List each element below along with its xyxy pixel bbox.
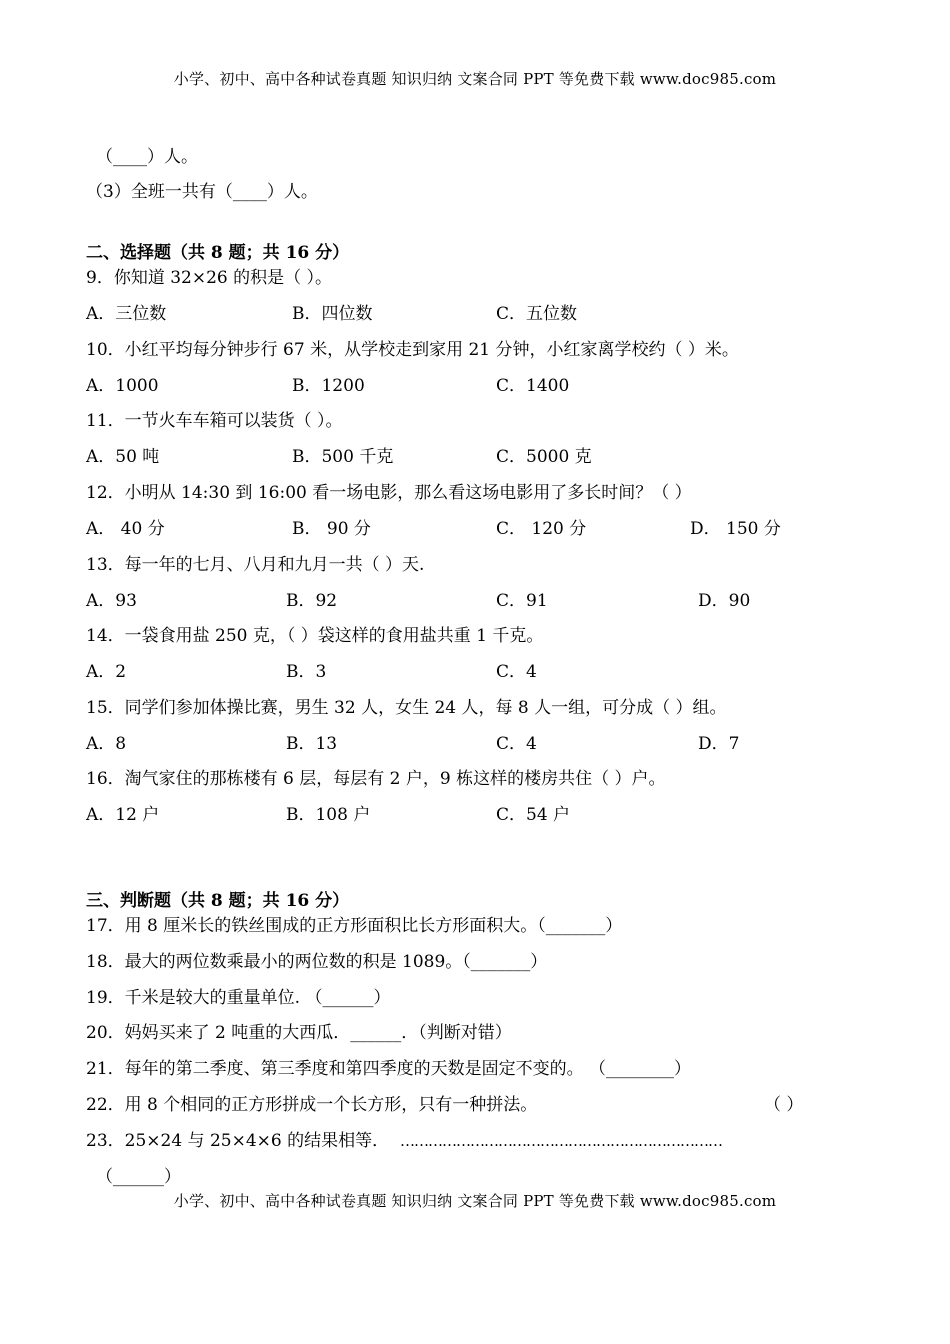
q14-option-a: A．2 <box>86 662 127 682</box>
page-footer: 小学、初中、高中各种试卷真题 知识归纳 文案合同 PPT 等免费下载 www.doc985.com <box>173 1192 777 1210</box>
q15-option-b: B．13 <box>286 734 338 754</box>
q9-option-b: B．四位数 <box>292 304 373 324</box>
q11-option-c: C．5000 克 <box>496 447 592 467</box>
question-16: 16．淘气家住的那栋楼有 6 层，每层有 2 户，9 栋这样的楼房共住（ ）户。 <box>86 769 666 789</box>
question-11: 11．一节火车车箱可以装货（ ）。 <box>86 411 343 431</box>
q12-option-c: C． 120 分 <box>496 519 587 539</box>
q13-option-a: A．93 <box>86 591 137 611</box>
q12-option-b: B． 90 分 <box>292 519 371 539</box>
q11-option-a: A．50 吨 <box>86 447 160 467</box>
q10-option-b: B．1200 <box>292 376 365 396</box>
question-18: 18．最大的两位数乘最小的两位数的积是 1089。（_______） <box>86 952 548 972</box>
q15-option-a: A．8 <box>86 734 127 754</box>
q16-option-b: B．108 户 <box>286 805 371 825</box>
question-23-dots: …………………………………………………………… <box>400 1132 722 1150</box>
question-9: 9．你知道 32×26 的积是（ ）。 <box>86 268 333 288</box>
question-13: 13．每一年的七月、八月和九月一共（ ）天. <box>86 555 425 575</box>
q15-option-c: C．4 <box>496 734 537 754</box>
q13-option-d: D．90 <box>698 591 751 611</box>
question-22: 22．用 8 个相同的正方形拼成一个长方形，只有一种拼法。 <box>86 1095 538 1115</box>
q14-option-b: B．3 <box>286 662 327 682</box>
question-14: 14．一袋食用盐 250 克，（ ）袋这样的食用盐共重 1 千克。 <box>86 626 544 646</box>
q12-option-a: A． 40 分 <box>86 519 165 539</box>
q16-option-a: A．12 户 <box>86 805 160 825</box>
q15-option-d: D．7 <box>698 734 740 754</box>
question-15: 15．同学们参加体操比赛，男生 32 人，女生 24 人，每 8 人一组，可分成（ ）组。 <box>86 698 727 718</box>
q10-option-c: C．1400 <box>496 376 570 396</box>
q12-option-d: D． 150 分 <box>690 519 781 539</box>
question-20: 20．妈妈买来了 2 吨重的大西瓜．______．（判断对错） <box>86 1023 512 1043</box>
question-23-blank: （______） <box>96 1167 181 1187</box>
section-3-title: 三、判断题（共 8 题；共 16 分） <box>86 891 350 911</box>
question-17: 17．用 8 厘米长的铁丝围成的正方形面积比长方形面积大。（_______） <box>86 916 623 936</box>
q14-option-c: C．4 <box>496 662 537 682</box>
question-22-blank: （ ） <box>764 1095 804 1115</box>
q10-option-a: A．1000 <box>86 376 159 396</box>
question-23: 23．25×24 与 25×4×6 的结果相等． <box>86 1131 390 1151</box>
question-12: 12．小明从 14:30 到 16:00 看一场电影，那么看这场电影用了多长时间？（ ） <box>86 483 692 503</box>
section-2-title: 二、选择题（共 8 题；共 16 分） <box>86 243 350 263</box>
page-header: 小学、初中、高中各种试卷真题 知识归纳 文案合同 PPT 等免费下载 www.doc985.com <box>173 70 777 88</box>
top-line-2: （3）全班一共有（____）人。 <box>86 182 318 202</box>
q9-option-a: A．三位数 <box>86 304 167 324</box>
q11-option-b: B．500 千克 <box>292 447 394 467</box>
q13-option-c: C．91 <box>496 591 548 611</box>
q16-option-c: C．54 户 <box>496 805 571 825</box>
top-line-1: （____）人。 <box>96 147 198 167</box>
question-21: 21．每年的第二季度、第三季度和第四季度的天数是固定不变的。 （________） <box>86 1059 692 1079</box>
question-19: 19．千米是较大的重量单位. （______） <box>86 988 391 1008</box>
q9-option-c: C．五位数 <box>496 304 578 324</box>
question-10: 10．小红平均每分钟步行 67 米，从学校走到家用 21 分钟，小红家离学校约（ ）米。 <box>86 340 739 360</box>
q13-option-b: B．92 <box>286 591 338 611</box>
